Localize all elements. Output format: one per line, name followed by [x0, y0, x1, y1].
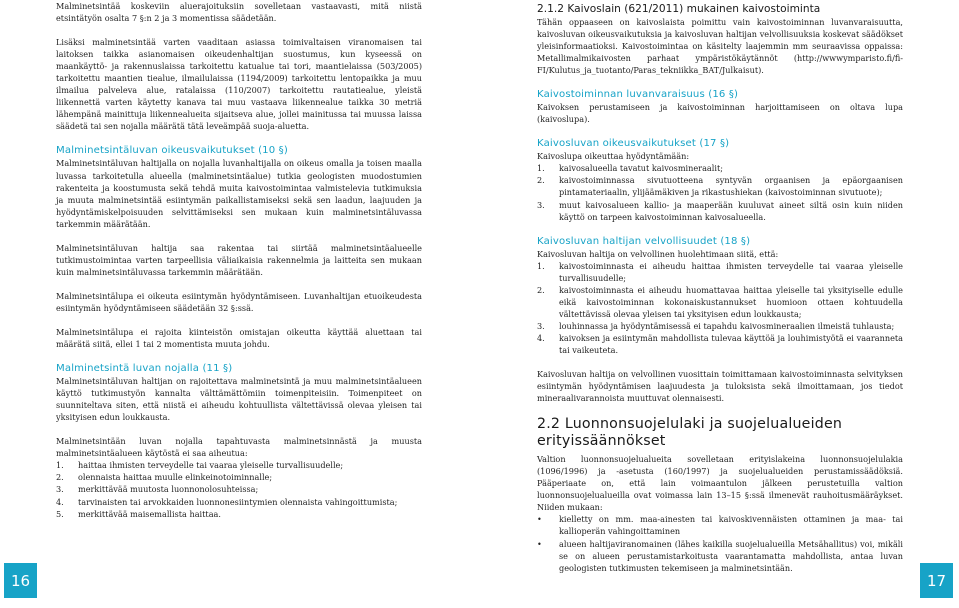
- list-item: 2. olennaista haittaa muulle elinkeinotoiminnalle;: [56, 472, 273, 483]
- heading-exploration-by-permit: Malminetsintä luvan nojalla (11 §): [56, 363, 233, 375]
- exploration-effects-paragraph-4: Malminetsintälupa ei rajoita kiinteistön omistajan oikeutta käyttää aluettaan tai määrätä siitä, ellei 1 tai 2 momentista muuta johdu.: [56, 326, 422, 350]
- obligations-list: [537, 260, 903, 356]
- heading-mining-act: 2.1.2 Kaivoslain (621/2011) mukainen kaivostoiminta: [537, 3, 821, 15]
- list-item: 4. tarvinaisten tai arvokkaiden luonnonesiintymien olennaista vahingoittumista;: [56, 496, 398, 507]
- list-item: 1. kaivosalueella tavatut kaivosmineraalit;: [537, 163, 723, 174]
- conservation-bullets: [537, 513, 903, 573]
- restriction-list: [56, 459, 422, 519]
- list-item: 2. kaivostoiminnasta ei aiheudu huomattavaa haittaa yleiselle tai yksityiselle edulle eikä kaivostoiminnan kokonaiskustannukset huomioon ottaen kohtuudella vältettävissä olevaa yleisen tai yksityisen edun loukkausta;: [537, 284, 903, 319]
- heading-mining-permit-effects: Kaivosluvan oikeusvaikutukset (17 §): [537, 138, 730, 150]
- exploration-permit-paragraph-1: Malminetsintäluvan haltijan on rajoitettava malminetsintä ja muu malminetsintäalueen käyttö tutkimustyön kannalta välttämättömiin toimenpiteisiin. Toimenpiteet on suunniteltava siten, että niistä ei aiheudu kohtuullista vältettävissä olevaa yleisen tai yksityisen edun loukkausta.: [56, 376, 422, 423]
- nature-conservation-paragraph: Valtion luonnonsuojelualueita sovelletaan erityislakeina luonnonsuojelulakia (1096/1996) ja -asetusta (160/1997) ja suojelualueiden perustamissäädöksiä. Pääperiaate on, että lain voimaantulon jälkeen perustetuilla valtion luonnonsuojelualueilla ovat voimassa lain 13–15 §:ssä ilmenevät rauhoitusmääräykset. Niiden mukaan:: [537, 454, 903, 513]
- additional-consent-paragraph: Lisäksi malminetsintää varten vaaditaan asiassa toimivaltaisen viranomaisen tai laitoksen taikka asianomaisen oikeudenhaltijan suostumus, kun kyseessä on maankäyttö- ja rakennuslaissa tarkoitettu katualue tai tori, maantielaissa (503/2005) tarkoitettu maantien tiealue, ilmailulaissa (1194/2009) tarkoitettu lentopaikka ja muu ilmailua palveleva alue, ratalaissa (110/2007) tarkoitettu rautatiealue, yleistä liikennettä varten käytetty kanava tai muu vastaava liikennealue taikka 30 metriä lähempänä mainittuja liikennealueita sijaitseva alue, jollei mainitussa tai muussa laissa säädetä tai sen nojalla määrätä tätä leveämpää suoja-aluetta.: [56, 37, 422, 132]
- right-column: [537, 2, 903, 574]
- page-number-right: 17: [920, 563, 953, 598]
- obligations-paragraph-2: Kaivosluvan haltija on velvollinen vuosittain toimittamaan kaivostoiminnasta selvityksen esiintymän hyödyntämisen laajuudesta ja tuloksista sekä ilmoittamaan, jos tiedot mineraalivarannoista muuttuvat olennaisesti.: [537, 369, 903, 404]
- exploration-permit-paragraph-2: Malminetsintään luvan nojalla tapahtuvasta malminetsinnästä ja muusta malminetsintäalueen käytöstä ei saa aiheutua:: [56, 436, 422, 459]
- heading-nature-conservation-act: 2.2 Luonnonsuojelulaki ja suojelualueiden erityissäännökset: [537, 416, 843, 449]
- mining-permit-effects-paragraph: Kaivoslupa oikeuttaa hyödyntämään:: [537, 151, 690, 162]
- mining-act-paragraph: Tähän oppaaseen on kaivoslaista poimittu vain kaivostoiminnan luvanvaraisuutta, kaivosluvan oikeusvaikutuksia ja kaivosluvan haltijan velvollisuuksia koskevat säädökset yleisinformaatioksi. Kaivostoimintaa on käsitelty laajemmin mm seuraavissa oppaissa: Metallimalmikaivosten parhaat ympäristökäytännöt (http://wwwymparisto.fi/fi-FI/Kulutus_ja_tuotanto/Paras_tekniikka_BAT/Julkaisut).: [537, 17, 903, 76]
- heading-exploration-legal-effects: Malminetsintäluvan oikeusvaikutukset (10 §): [56, 145, 288, 157]
- page-number-left: 16: [4, 563, 37, 598]
- permit-requirement-paragraph: Kaivoksen perustamiseen ja kaivostoiminnan harjoittamiseen on oltava lupa (kaivoslupa).: [537, 102, 903, 125]
- list-item: 2. kaivostoiminnassa sivutuotteena syntyvän orgaanisen ja epäorgaanisen pintamateriaalin, ylijäämäkiven ja rikastushiekan (kaivostoiminnan sivutuote);: [537, 175, 903, 198]
- list-item: 3. louhinnassa ja hyödyntämisessä ei tapahdu kaivosmineraalien ilmeistä tuhlausta;: [537, 320, 895, 331]
- list-item: 5. merkittävää maisemallista haittaa.: [56, 508, 221, 519]
- heading-permit-holder-obligations: Kaivosluvan haltijan velvollisuudet (18 §): [537, 235, 751, 247]
- list-item: • kielletty on mm. maa-ainesten tai kaivoskivennäisten ottaminen ja maa- tai kallioperän vahingoittaminen: [537, 514, 903, 537]
- heading-permit-requirement: Kaivostoiminnan luvanvaraisuus (16 §): [537, 89, 739, 101]
- list-item: 1. haittaa ihmisten terveydelle tai vaaraa yleiselle turvallisuudelle;: [56, 460, 344, 471]
- list-item: 3. merkittävää muutosta luonnonolosuhteissa;: [56, 484, 259, 495]
- intro-paragraph: Malminetsintää koskeviin aluerajoituksiin sovelletaan vastaavasti, mitä niistä etsintätyön osalta 7 §:n 2 ja 3 momentissa säädetään.: [56, 1, 422, 24]
- obligations-paragraph: Kaivosluvan haltija on velvollinen huolehtimaan siitä, että:: [537, 248, 779, 259]
- exploration-effects-paragraph-2: Malminetsintäluvan haltija saa rakentaa tai siirtää malminetsintäalueelle tutkimustoimintaa varten tarpeellisia väliaikaisia rakennelmia ja laitteita sen mukaan kuin malminetsintäluvassa tarkemmin määrätään.: [56, 242, 422, 277]
- list-item: 1. kaivostoiminnasta ei aiheudu haittaa ihmisten terveydelle tai vaaraa yleiselle turvallisuudelle;: [537, 260, 903, 283]
- exploration-effects-paragraph-1: Malminetsintäluvan haltijalla on nojalla luvanhaltijalla on oikeus omalla ja toisen maalla luvassa tarkoitetulla alueella (malminetsintäalue) tutkia geologisten muodostumien rakenteita ja koostumusta sekä tehdä muita kaivostoimintaa valmistelevia tutkimuksia ja muuta malminetsintää esiintymän paikallistamiseksi sekä sen laadun, laajuuden ja hyödyntämiskelpoisuuden selvittämiseksi sen mukaan kuin malminetsintäluvassa tarkemmin määrätään.: [56, 158, 422, 229]
- left-column: [56, 0, 422, 520]
- mining-effects-list: [537, 162, 903, 222]
- list-item: • alueen haltijaviranomainen (lähes kaikilla suojelualueilla Metsähallitus) voi, mikäli se on alueen perustamistarkoitusta vaarantamatta mahdollista, antaa luvan geologisten tutkimusten tekemiseen ja malminetsintään.: [537, 538, 903, 573]
- list-item: 3. muut kaivosalueen kallio- ja maaperään kuuluvat aineet siltä osin kuin niiden käyttö on tarpeen kaivostoiminnan kaivosalueella.: [537, 199, 903, 222]
- list-item: 4. kaivoksen ja esiintymän mahdollista tulevaa käyttöä ja louhimistyötä ei vaaranneta tai vaikeuteta.: [537, 332, 903, 355]
- exploration-effects-paragraph-3: Malminetsintälupa ei oikeuta esiintymän hyödyntämiseen. Luvanhaltijan etuoikeudesta esiintymän hyödyntämiseen säädetään 32 §:ssä.: [56, 290, 422, 313]
